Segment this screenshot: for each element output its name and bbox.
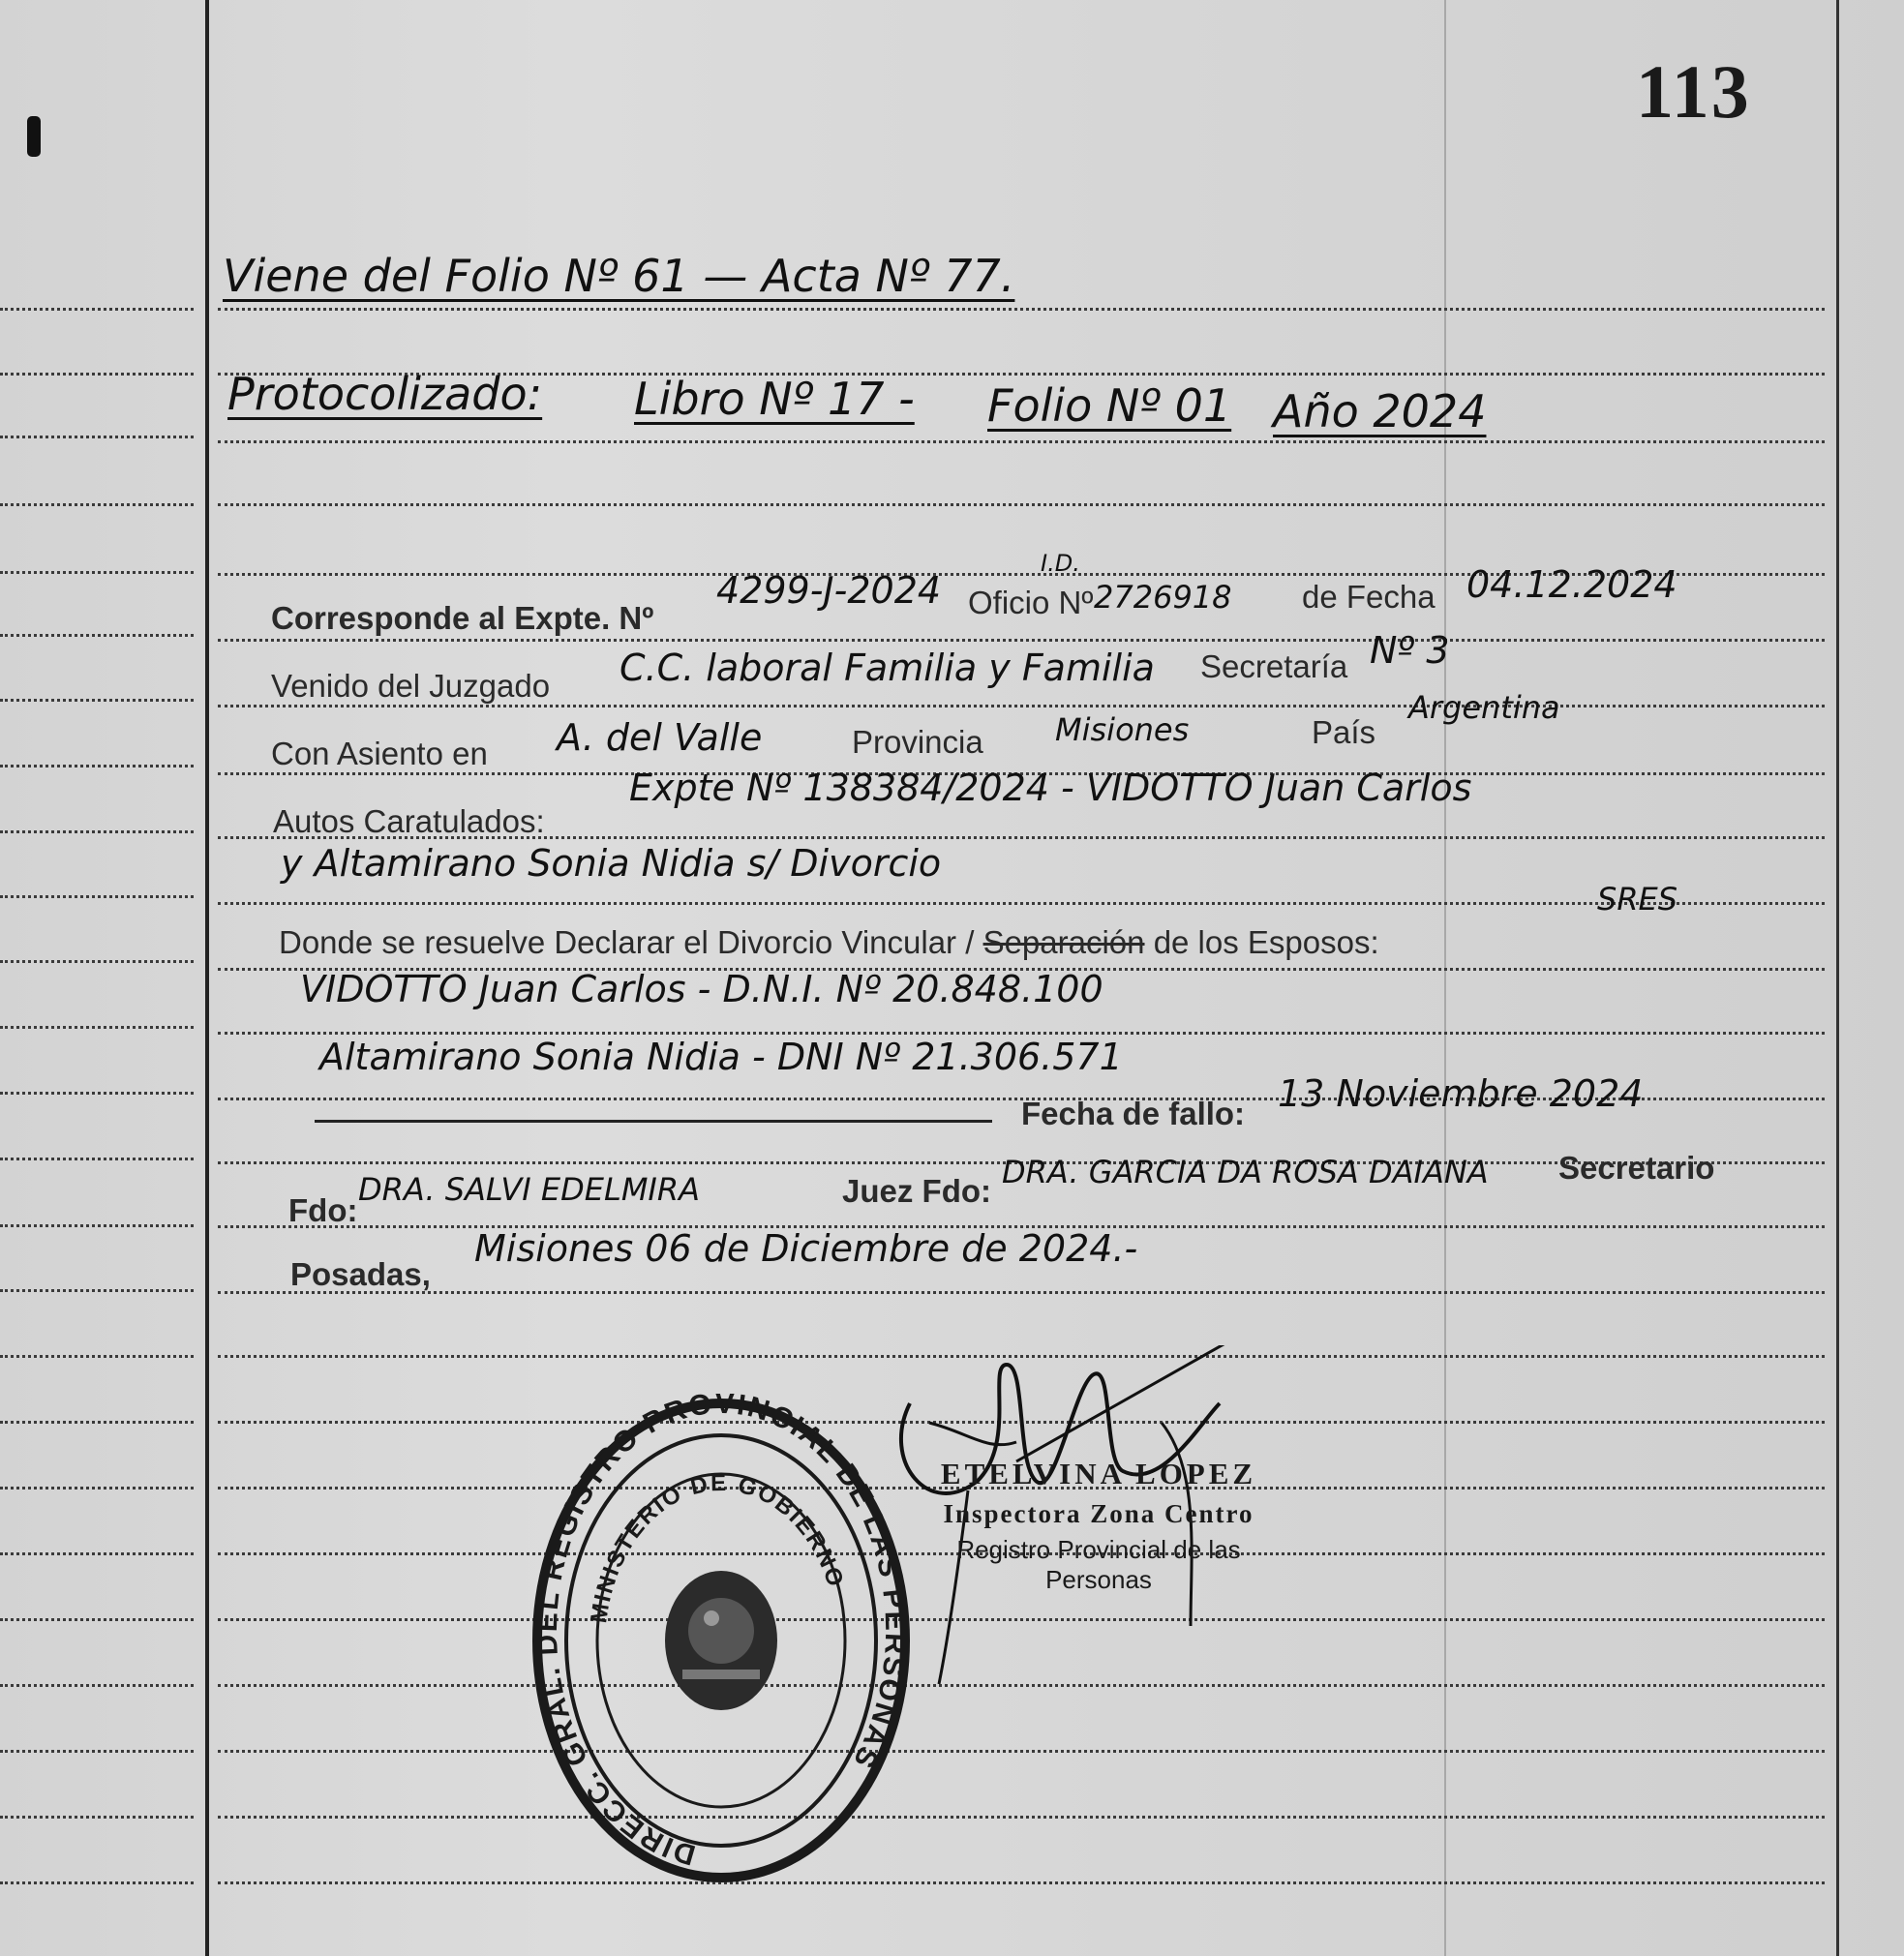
asiento-value: A. del Valle	[557, 716, 763, 759]
secretaria-value: Nº 3	[1370, 629, 1450, 672]
folio-reference: Viene del Folio Nº 61 — Acta Nº 77.	[223, 250, 1015, 302]
expte-value: 4299-J-2024	[716, 569, 942, 612]
secretaria-label: Secretaría	[1200, 648, 1348, 684]
margin-line-right	[1836, 0, 1839, 1956]
juez-label: Juez Fdo:	[842, 1173, 991, 1209]
esposo-2: Altamirano Sonia Nidia - DNI Nº 21.306.571	[319, 1036, 1123, 1078]
svg-text:DIRECC. GRAL. DEL REGISTRO PRO: DIRECC. GRAL. DEL REGISTRO PROVINCIAL DE LAS PERSONAS	[530, 1394, 912, 1872]
fallo-dash	[315, 1120, 992, 1123]
juzgado-value: C.C. laboral Familia y Familia	[620, 647, 1155, 689]
official-seal	[528, 1394, 915, 1887]
fdo-label: Fdo:	[288, 1192, 358, 1228]
separacion-struck: Separación	[982, 924, 1145, 960]
oficio-id: I.D.	[1041, 550, 1080, 577]
fallo-value: 13 Noviembre 2024	[1278, 1072, 1644, 1115]
signer-name: ETELVINA LOPEZ	[940, 1457, 1257, 1490]
oficio-label: Oficio Nº	[968, 585, 1094, 620]
provincia-label: Provincia	[852, 724, 983, 760]
protocol-label: Protocolizado:	[227, 368, 543, 420]
fallo-label: Fecha de fallo:	[1021, 1096, 1246, 1131]
fdo-secretario-value: DRA. GARCIA DA ROSA DAIANA	[1002, 1154, 1489, 1190]
margin-line-left	[205, 0, 209, 1956]
esposo-1: VIDOTTO Juan Carlos - D.N.I. Nº 20.848.100	[300, 968, 1103, 1010]
ink-mark	[27, 116, 41, 157]
page-number: 113	[1636, 49, 1751, 134]
autos-value-2: y Altamirano Sonia Nidia s/ Divorcio	[281, 842, 942, 885]
protocol-folio: Folio Nº 01	[987, 379, 1232, 432]
resuelve-value: SRES	[1597, 881, 1678, 918]
signature-block	[915, 1457, 1283, 1595]
fecha-label: de Fecha	[1302, 579, 1436, 615]
autos-value-1: Expte Nº 138384/2024 - VIDOTTO Juan Carlos	[629, 767, 1472, 809]
posadas-value: Misiones 06 de Diciembre de 2024.-	[474, 1227, 1138, 1270]
juzgado-label: Venido del Juzgado	[271, 668, 551, 704]
coat-of-arms-icon	[665, 1571, 777, 1710]
svg-text:MINISTERIO DE GOBIERNO: MINISTERIO DE GOBIERNO	[586, 1469, 850, 1625]
fdo-juez-value: DRA. SALVI EDELMIRA	[358, 1171, 700, 1208]
pais-value: Argentina	[1408, 689, 1560, 726]
oficio-value: 2726918	[1094, 579, 1232, 616]
provincia-value: Misiones	[1055, 711, 1190, 748]
signer-org: Registro Provincial de las Personas	[956, 1535, 1241, 1594]
protocol-anio: Año 2024	[1273, 385, 1487, 437]
autos-label: Autos Caratulados:	[273, 803, 545, 839]
page-fold	[1444, 0, 1446, 1956]
expte-label: Corresponde al Expte. Nº	[271, 600, 654, 636]
pais-label: País	[1312, 714, 1376, 750]
secretario-label: Secretario	[1558, 1150, 1715, 1186]
protocol-libro: Libro Nº 17 -	[634, 373, 915, 425]
asiento-label: Con Asiento en	[271, 736, 488, 771]
signer-role: Inspectora Zona Centro	[943, 1499, 1254, 1528]
posadas-label: Posadas,	[290, 1256, 431, 1292]
fecha-value: 04.12.2024	[1466, 563, 1677, 606]
resuelve-label: Donde se resuelve Declarar el Divorcio Vincular / Separación de los Esposos:	[279, 924, 1379, 960]
